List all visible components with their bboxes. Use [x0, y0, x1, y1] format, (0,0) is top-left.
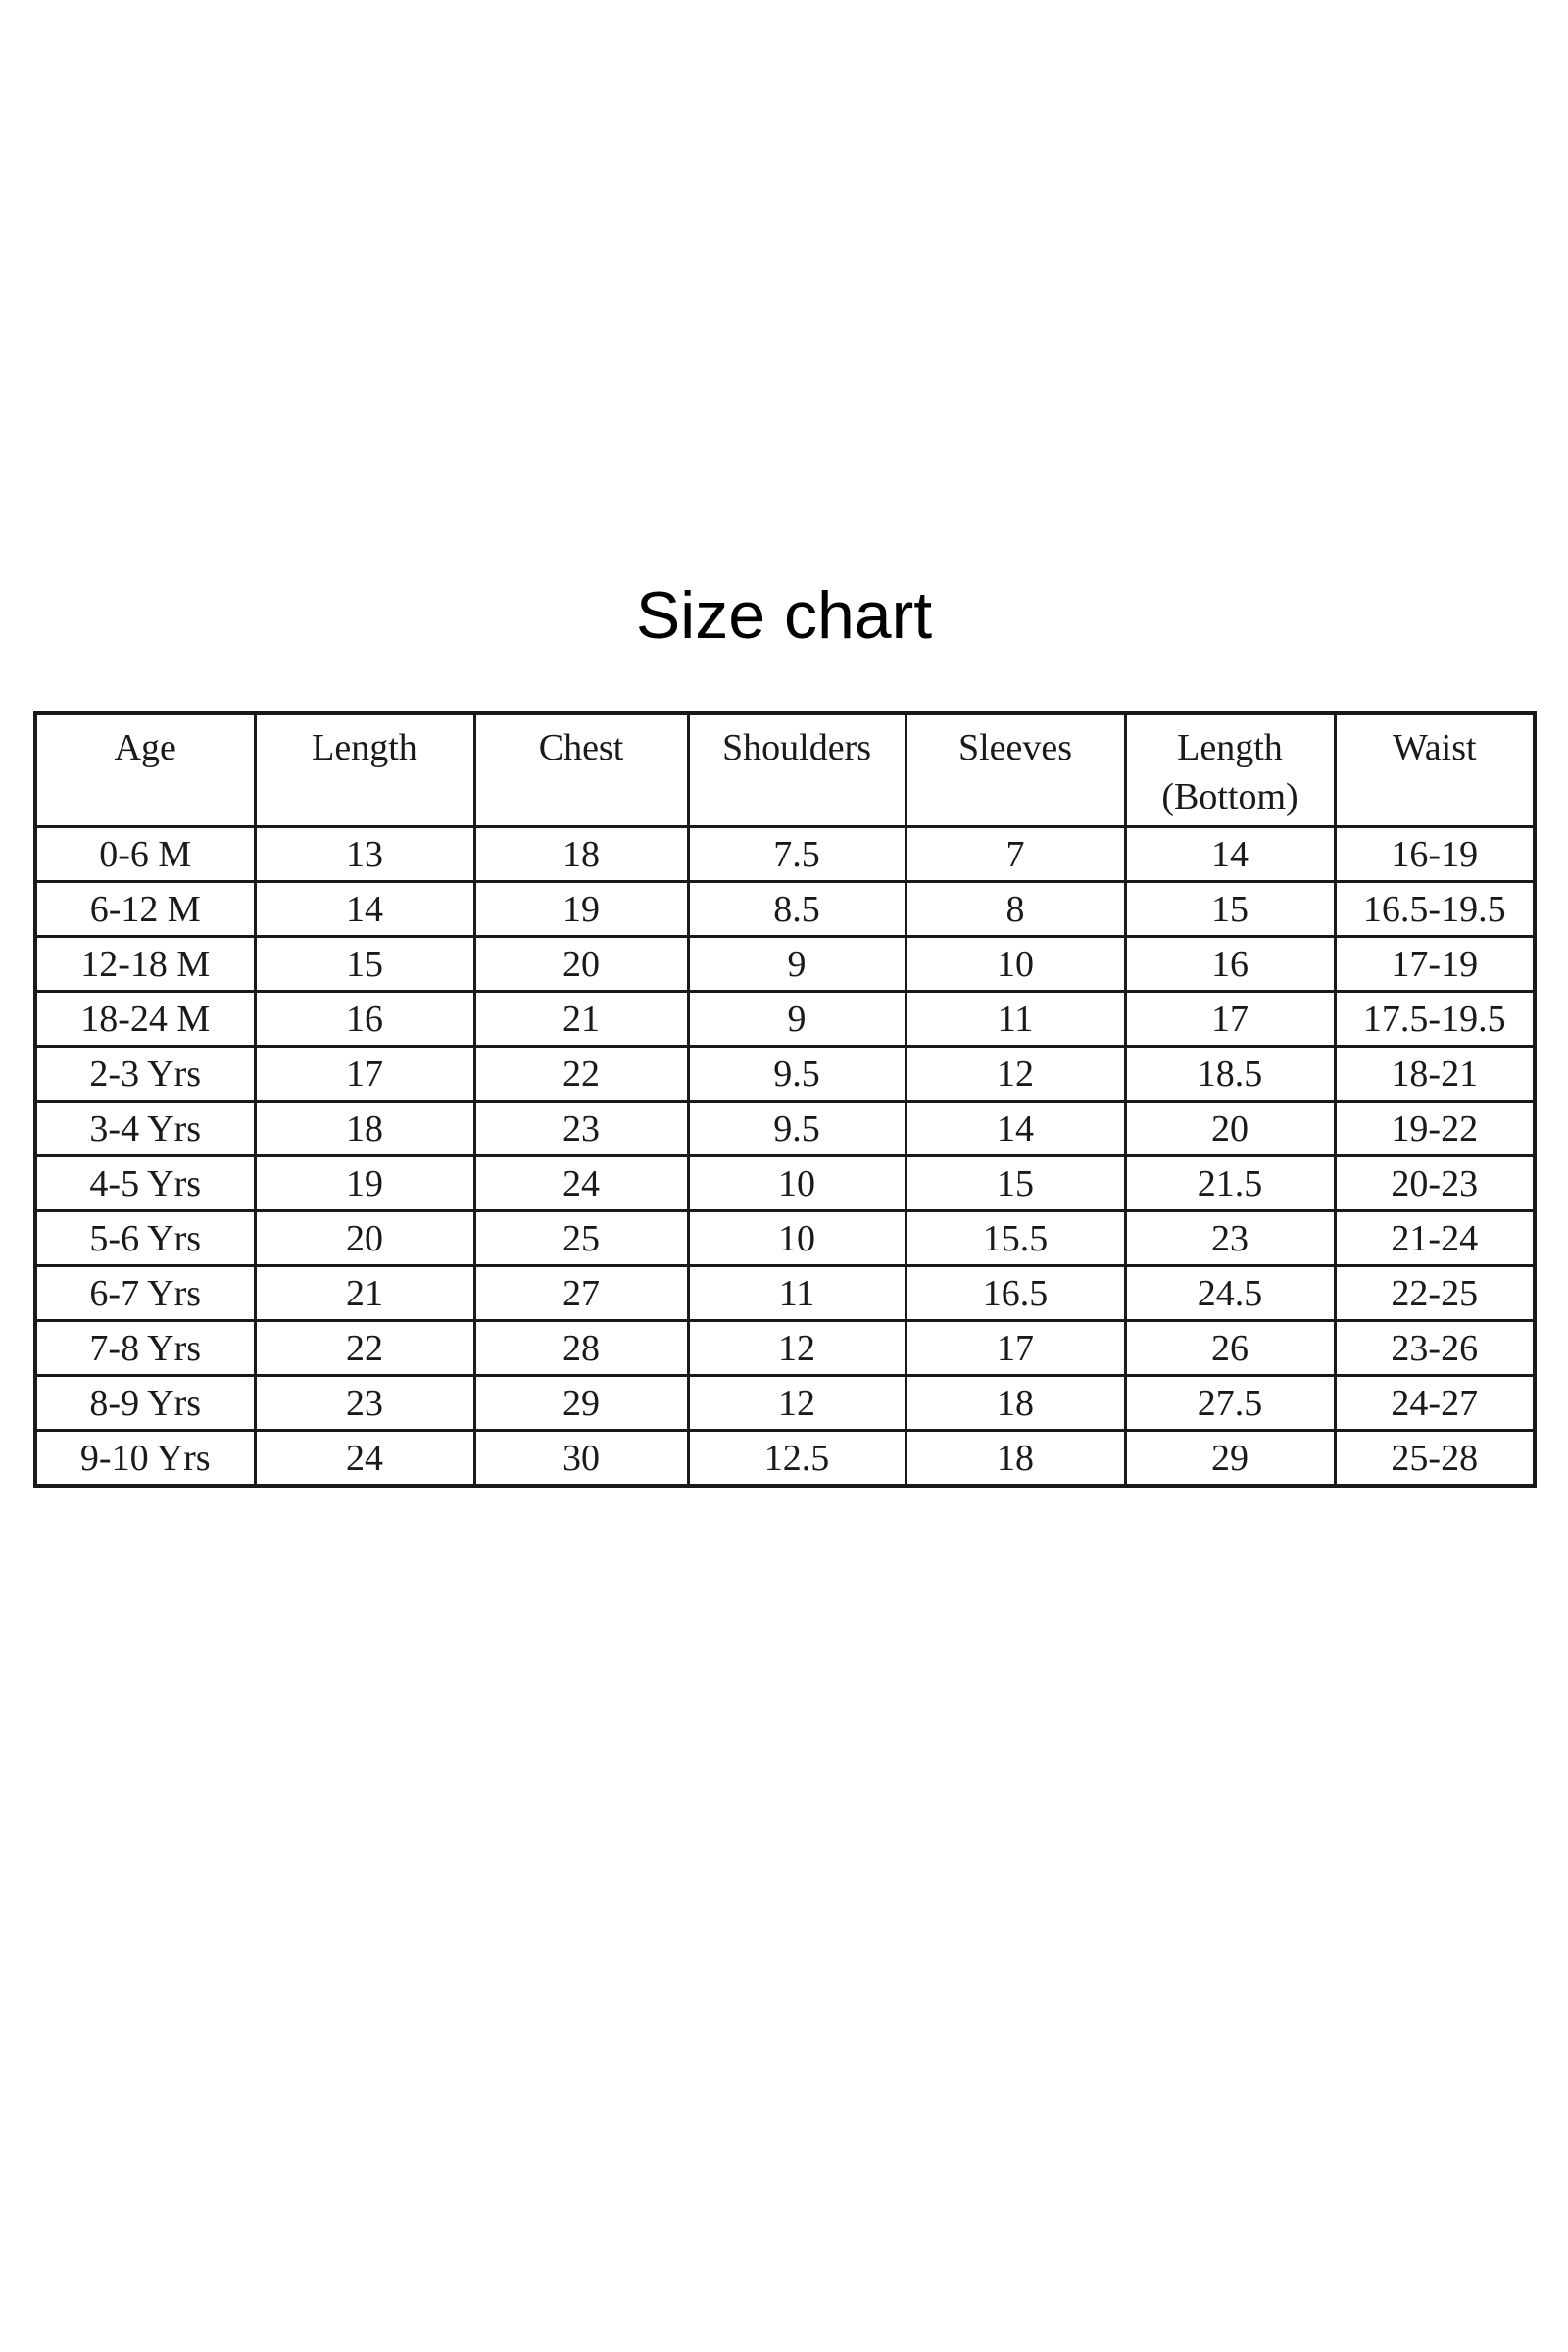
- cell-age: 7-8 Yrs: [35, 1321, 255, 1376]
- cell-shoulders: 9.5: [688, 1102, 906, 1156]
- cell-waist: 24-27: [1335, 1376, 1535, 1431]
- cell-age: 3-4 Yrs: [35, 1102, 255, 1156]
- cell-shoulders: 9.5: [688, 1047, 906, 1102]
- table-row: [35, 1156, 1535, 1211]
- header-row: [35, 713, 1535, 827]
- cell-waist: 19-22: [1335, 1102, 1535, 1156]
- cell-age: 18-24 M: [35, 992, 255, 1047]
- cell-shoulders: 10: [688, 1156, 906, 1211]
- column-header-sleeves: Sleeves: [906, 713, 1125, 827]
- cell-length: 16: [255, 992, 474, 1047]
- cell-length: 24: [255, 1431, 474, 1487]
- cell-age: 4-5 Yrs: [35, 1156, 255, 1211]
- cell-chest: 24: [474, 1156, 688, 1211]
- table-row: [35, 1211, 1535, 1266]
- column-header-age: Age: [35, 713, 255, 827]
- cell-sleeves: 10: [906, 937, 1125, 992]
- cell-waist: 18-21: [1335, 1047, 1535, 1102]
- cell-length-bottom: 26: [1125, 1321, 1335, 1376]
- column-header-waist: Waist: [1335, 713, 1535, 827]
- cell-age: 6-7 Yrs: [35, 1266, 255, 1321]
- cell-sleeves: 18: [906, 1376, 1125, 1431]
- cell-sleeves: 7: [906, 827, 1125, 882]
- cell-waist: 22-25: [1335, 1266, 1535, 1321]
- cell-sleeves: 18: [906, 1431, 1125, 1487]
- cell-waist: 16.5-19.5: [1335, 882, 1535, 937]
- cell-age: 0-6 M: [35, 827, 255, 882]
- cell-chest: 22: [474, 1047, 688, 1102]
- cell-length-bottom: 15: [1125, 882, 1335, 937]
- table-row: [35, 992, 1535, 1047]
- cell-sleeves: 16.5: [906, 1266, 1125, 1321]
- column-header-chest: Chest: [474, 713, 688, 827]
- table-row: [35, 1431, 1535, 1487]
- cell-shoulders: 9: [688, 992, 906, 1047]
- cell-length: 23: [255, 1376, 474, 1431]
- cell-length-bottom: 27.5: [1125, 1376, 1335, 1431]
- cell-age: 9-10 Yrs: [35, 1431, 255, 1487]
- cell-length-bottom: 21.5: [1125, 1156, 1335, 1211]
- cell-chest: 27: [474, 1266, 688, 1321]
- column-header-length: Length: [255, 713, 474, 827]
- cell-waist: 17-19: [1335, 937, 1535, 992]
- cell-chest: 30: [474, 1431, 688, 1487]
- table-row: [35, 827, 1535, 882]
- cell-sleeves: 11: [906, 992, 1125, 1047]
- cell-chest: 29: [474, 1376, 688, 1431]
- cell-chest: 23: [474, 1102, 688, 1156]
- size-table-body: [35, 827, 1535, 1487]
- cell-shoulders: 12.5: [688, 1431, 906, 1487]
- cell-waist: 25-28: [1335, 1431, 1535, 1487]
- cell-length-bottom: 23: [1125, 1211, 1335, 1266]
- cell-shoulders: 9: [688, 937, 906, 992]
- cell-length: 13: [255, 827, 474, 882]
- cell-chest: 20: [474, 937, 688, 992]
- cell-shoulders: 10: [688, 1211, 906, 1266]
- cell-shoulders: 8.5: [688, 882, 906, 937]
- cell-age: 5-6 Yrs: [35, 1211, 255, 1266]
- cell-shoulders: 12: [688, 1376, 906, 1431]
- cell-length-bottom: 16: [1125, 937, 1335, 992]
- cell-length: 14: [255, 882, 474, 937]
- cell-waist: 16-19: [1335, 827, 1535, 882]
- cell-sleeves: 12: [906, 1047, 1125, 1102]
- cell-chest: 28: [474, 1321, 688, 1376]
- column-header-length-bottom: Length (Bottom): [1125, 713, 1335, 827]
- cell-length-bottom: 20: [1125, 1102, 1335, 1156]
- cell-length: 15: [255, 937, 474, 992]
- cell-length-bottom: 29: [1125, 1431, 1335, 1487]
- cell-shoulders: 11: [688, 1266, 906, 1321]
- cell-sleeves: 15.5: [906, 1211, 1125, 1266]
- cell-waist: 21-24: [1335, 1211, 1535, 1266]
- cell-waist: 20-23: [1335, 1156, 1535, 1211]
- table-row: [35, 882, 1535, 937]
- page-title: Size chart: [635, 578, 933, 653]
- cell-length: 21: [255, 1266, 474, 1321]
- cell-length-bottom: 14: [1125, 827, 1335, 882]
- cell-waist: 23-26: [1335, 1321, 1535, 1376]
- size-chart-table: [33, 711, 1537, 1488]
- cell-sleeves: 14: [906, 1102, 1125, 1156]
- cell-chest: 21: [474, 992, 688, 1047]
- cell-chest: 19: [474, 882, 688, 937]
- table-row: [35, 1321, 1535, 1376]
- cell-sleeves: 17: [906, 1321, 1125, 1376]
- column-header-shoulders: Shoulders: [688, 713, 906, 827]
- table-row: [35, 1102, 1535, 1156]
- table-row: [35, 1047, 1535, 1102]
- table-row: [35, 1376, 1535, 1431]
- cell-length: 20: [255, 1211, 474, 1266]
- table-row: [35, 1266, 1535, 1321]
- cell-sleeves: 8: [906, 882, 1125, 937]
- cell-age: 6-12 M: [35, 882, 255, 937]
- table-row: [35, 937, 1535, 992]
- cell-chest: 18: [474, 827, 688, 882]
- cell-length-bottom: 17: [1125, 992, 1335, 1047]
- cell-age: 8-9 Yrs: [35, 1376, 255, 1431]
- cell-length: 19: [255, 1156, 474, 1211]
- cell-shoulders: 12: [688, 1321, 906, 1376]
- cell-length-bottom: 24.5: [1125, 1266, 1335, 1321]
- cell-age: 12-18 M: [35, 937, 255, 992]
- cell-shoulders: 7.5: [688, 827, 906, 882]
- cell-age: 2-3 Yrs: [35, 1047, 255, 1102]
- cell-length: 22: [255, 1321, 474, 1376]
- cell-length: 18: [255, 1102, 474, 1156]
- cell-length-bottom: 18.5: [1125, 1047, 1335, 1102]
- cell-length: 17: [255, 1047, 474, 1102]
- cell-sleeves: 15: [906, 1156, 1125, 1211]
- cell-waist: 17.5-19.5: [1335, 992, 1535, 1047]
- cell-chest: 25: [474, 1211, 688, 1266]
